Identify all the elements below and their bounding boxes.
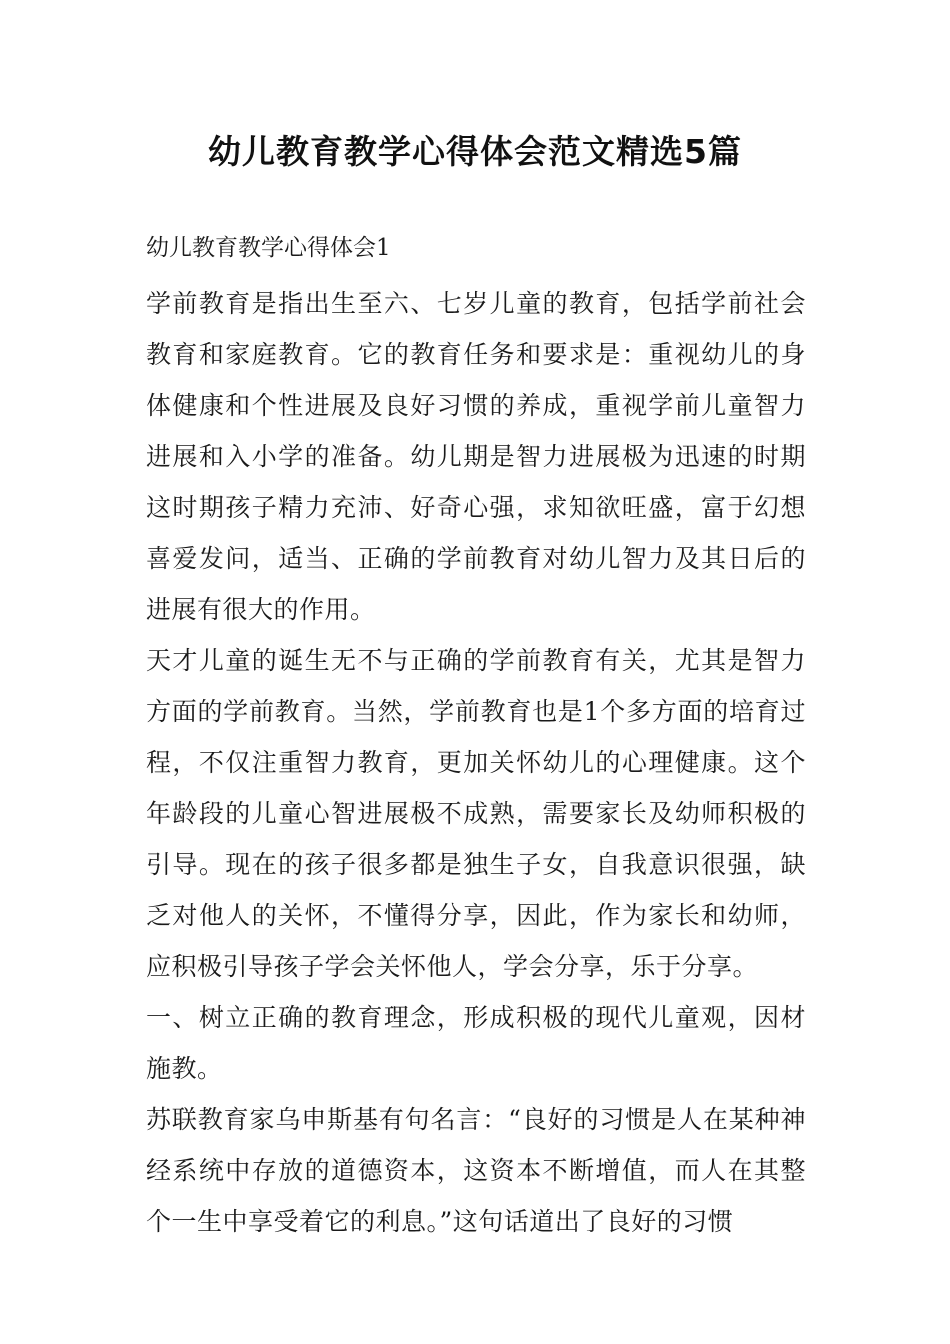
paragraph: 学前教育是指出生至六、七岁儿童的教育，包括学前社会教育和家庭教育。它的教育任务和要求是：重视幼儿的身体健康和个性进展及良好习惯的养成，重视学前儿童智力进展和入小学的准备。幼儿期是智力进展极为迅速的时期这时期孩子精力充沛、好奇心强，求知欲旺盛，富于幻想喜爱发问，适当、正确的学前教育对幼儿智力及其日后的进展有很大的作用。 [146,289,806,624]
paragraph: 苏联教育家乌申斯基有句名言：“良好的习惯是人在某种神经系统中存放的道德资本，这资本不断增值，而人在其整个一生中享受着它的利息。”这句话道出了良好的习惯 [146,1105,806,1236]
document-body [146,278,806,1247]
document-title: 幼儿教育教学心得体会范文精选5篇 [208,132,742,171]
section-heading: 幼儿教育教学心得体会1 [146,235,391,261]
paragraph: 一、树立正确的教育理念，形成积极的现代儿童观，因材施教。 [146,1003,806,1083]
paragraph: 天才儿童的诞生无不与正确的学前教育有关，尤其是智力方面的学前教育。当然，学前教育也是1个多方面的培育过程，不仅注重智力教育，更加关怀幼儿的心理健康。这个年龄段的儿童心智进展极不成熟，需要家长及幼师积极的引导。现在的孩子很多都是独生子女，自我意识很强，缺乏对他人的关怀，不懂得分享，因此，作为家长和幼师，应积极引导孩子学会关怀他人，学会分享，乐于分享。 [146,646,806,981]
